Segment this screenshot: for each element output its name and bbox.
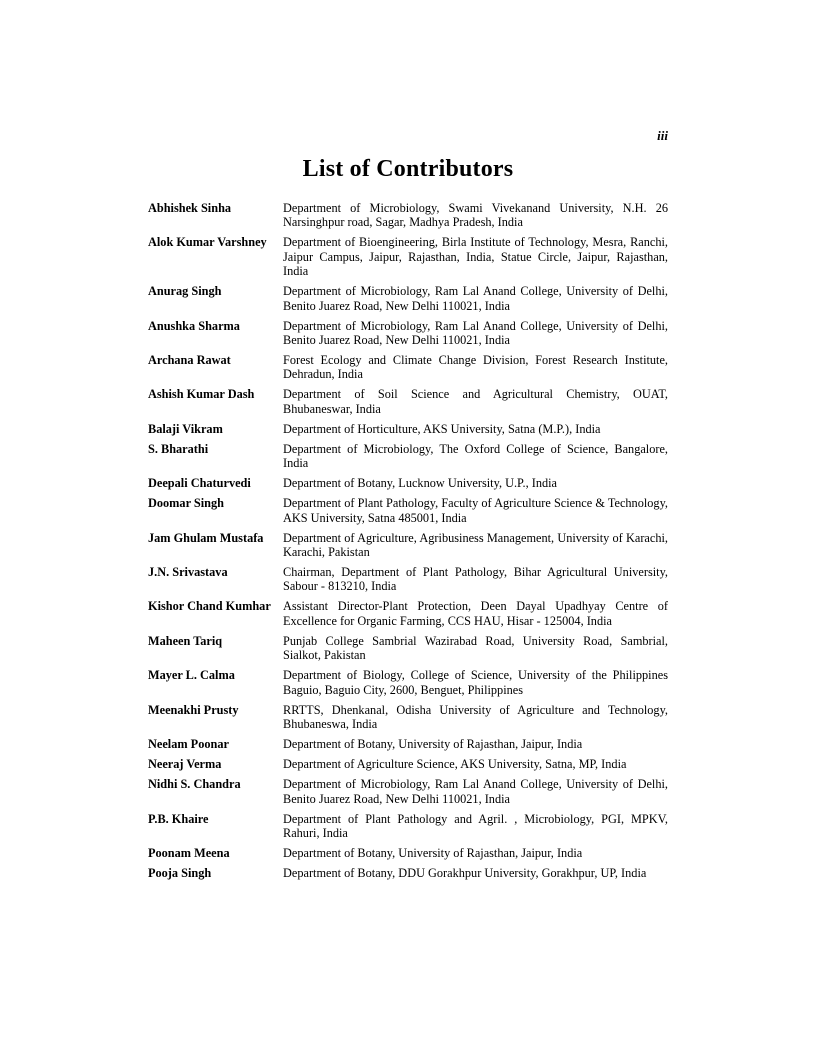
contributor-name: Pooja Singh	[148, 865, 212, 880]
contributor-name: Jam Ghulam Mustafa	[148, 530, 264, 545]
contributor-affiliation: Department of Microbiology, Swami Vivekanand University, N.H. 26 Narsinghpur road, Sagar, Madhya Pradesh, India	[283, 201, 668, 230]
contributor-name: P.B. Khaire	[148, 811, 209, 826]
contributor-row	[148, 319, 668, 348]
contributor-row	[148, 812, 668, 841]
contributor-affiliation: Punjab College Sambrial Wazirabad Road, University Road, Sambrial, Sialkot, Pakistan	[283, 633, 668, 663]
page-number: iii	[657, 128, 668, 143]
contributor-row	[148, 866, 668, 880]
contributor-name: J.N. Srivastava	[148, 565, 228, 580]
contributor-row	[148, 703, 668, 732]
contributor-row	[148, 737, 668, 751]
contributor-affiliation: Department of Botany, Lucknow University, U.P., India	[283, 476, 558, 491]
contributor-affiliation: Department of Botany, University of Rajasthan, Jaipur, India	[283, 737, 583, 752]
contributor-name: Neelam Poonar	[148, 737, 229, 752]
contributor-row	[148, 531, 668, 560]
contributor-affiliation: Assistant Director-Plant Protection, Deen Dayal Upadhyay Centre of Excellence for Organic Farming, CCS HAU, Hisar - 125004, India	[283, 599, 668, 628]
contributor-affiliation: Department of Microbiology, Ram Lal Anand College, University of Delhi, Benito Juarez Road, New Delhi 110021, India	[283, 777, 668, 806]
contributor-name: S. Bharathi	[148, 441, 209, 456]
contributor-row	[148, 757, 668, 771]
contributor-affiliation: Department of Botany, DDU Gorakhpur University, Gorakhpur, UP, India	[283, 865, 647, 880]
contributor-row	[148, 634, 668, 663]
contributor-name: Deepali Chaturvedi	[148, 476, 251, 491]
contributor-affiliation: Forest Ecology and Climate Change Division, Forest Research Institute, Dehradun, India	[283, 353, 668, 382]
contributor-affiliation: Department of Biology, College of Science, University of the Philippines Baguio, Baguio City, 2600, Benguet, Philippines	[283, 668, 668, 697]
contributor-name: Maheen Tariq	[148, 633, 223, 648]
contributor-row	[148, 284, 668, 313]
contributor-name: Meenakhi Prusty	[148, 702, 239, 717]
contributor-row	[148, 387, 668, 416]
contributor-name: Poonam Meena	[148, 845, 230, 860]
contributor-row	[148, 846, 668, 860]
contributor-name: Abhishek Sinha	[148, 201, 232, 215]
contributor-name: Anurag Singh	[148, 284, 222, 299]
contributor-name: Archana Rawat	[148, 353, 231, 368]
contributor-row	[148, 565, 668, 594]
contributor-affiliation: Chairman, Department of Plant Pathology, Bihar Agricultural University, Sabour - 813210, India	[283, 565, 668, 594]
contributor-row	[148, 442, 668, 471]
contributor-affiliation: Department of Plant Pathology and Agril. , Microbiology, PGI, MPKV, Rahuri, India	[283, 811, 668, 840]
contributor-row	[148, 496, 668, 525]
contributor-affiliation: Department of Botany, University of Rajasthan, Jaipur, India	[283, 845, 583, 860]
contributor-row	[148, 599, 668, 628]
contributor-name: Nidhi S. Chandra	[148, 777, 241, 792]
contributor-row	[148, 422, 668, 436]
contributor-name: Alok Kumar Varshney	[148, 235, 267, 250]
contributor-row	[148, 201, 668, 230]
contributor-affiliation: Department of Bioengineering, Birla Institute of Technology, Mesra, Ranchi, Jaipur Campus, Jaipur, Rajasthan, India, Statue Circle, Jaipur, Rajasthan, India	[283, 235, 668, 279]
contributor-name: Ashish Kumar Dash	[148, 387, 255, 402]
contributor-name: Mayer L. Calma	[148, 668, 235, 683]
contributor-name: Balaji Vikram	[148, 421, 223, 436]
contributor-affiliation: Department of Microbiology, Ram Lal Anand College, University of Delhi, Benito Juarez Road, New Delhi 110021, India	[283, 318, 668, 348]
contributor-name: Kishor Chand Kumhar	[148, 599, 271, 614]
contributors-list	[148, 201, 668, 886]
contributor-affiliation: Department of Microbiology, The Oxford College of Science, Bangalore, India	[283, 441, 668, 471]
contributor-affiliation: RRTTS, Dhenkanal, Odisha University of Agriculture and Technology, Bhubaneswa, India	[283, 702, 668, 732]
contributor-row	[148, 235, 668, 278]
page-title: List of Contributors	[302, 156, 514, 182]
contributor-name: Doomar Singh	[148, 496, 224, 511]
contributor-row	[148, 353, 668, 382]
contributor-affiliation: Department of Plant Pathology, Faculty of Agriculture Science & Technology, AKS University, Satna 485001, India	[283, 496, 668, 525]
contributor-row	[148, 777, 668, 806]
contributor-affiliation: Department of Microbiology, Ram Lal Anand College, University of Delhi, Benito Juarez Road, New Delhi 110021, India	[283, 284, 668, 313]
contributor-affiliation: Department of Horticulture, AKS University, Satna (M.P.), India	[283, 421, 601, 436]
contributor-affiliation: Department of Soil Science and Agricultural Chemistry, OUAT, Bhubaneswar, India	[283, 387, 668, 416]
contributor-affiliation: Department of Agriculture Science, AKS University, Satna, MP, India	[283, 757, 627, 772]
contributor-name: Anushka Sharma	[148, 318, 240, 333]
contributor-affiliation: Department of Agriculture, Agribusiness Management, University of Karachi, Karachi, Pakistan	[283, 530, 668, 560]
contributor-row	[148, 476, 668, 490]
contributor-row	[148, 668, 668, 697]
contributor-name: Neeraj Verma	[148, 757, 222, 772]
